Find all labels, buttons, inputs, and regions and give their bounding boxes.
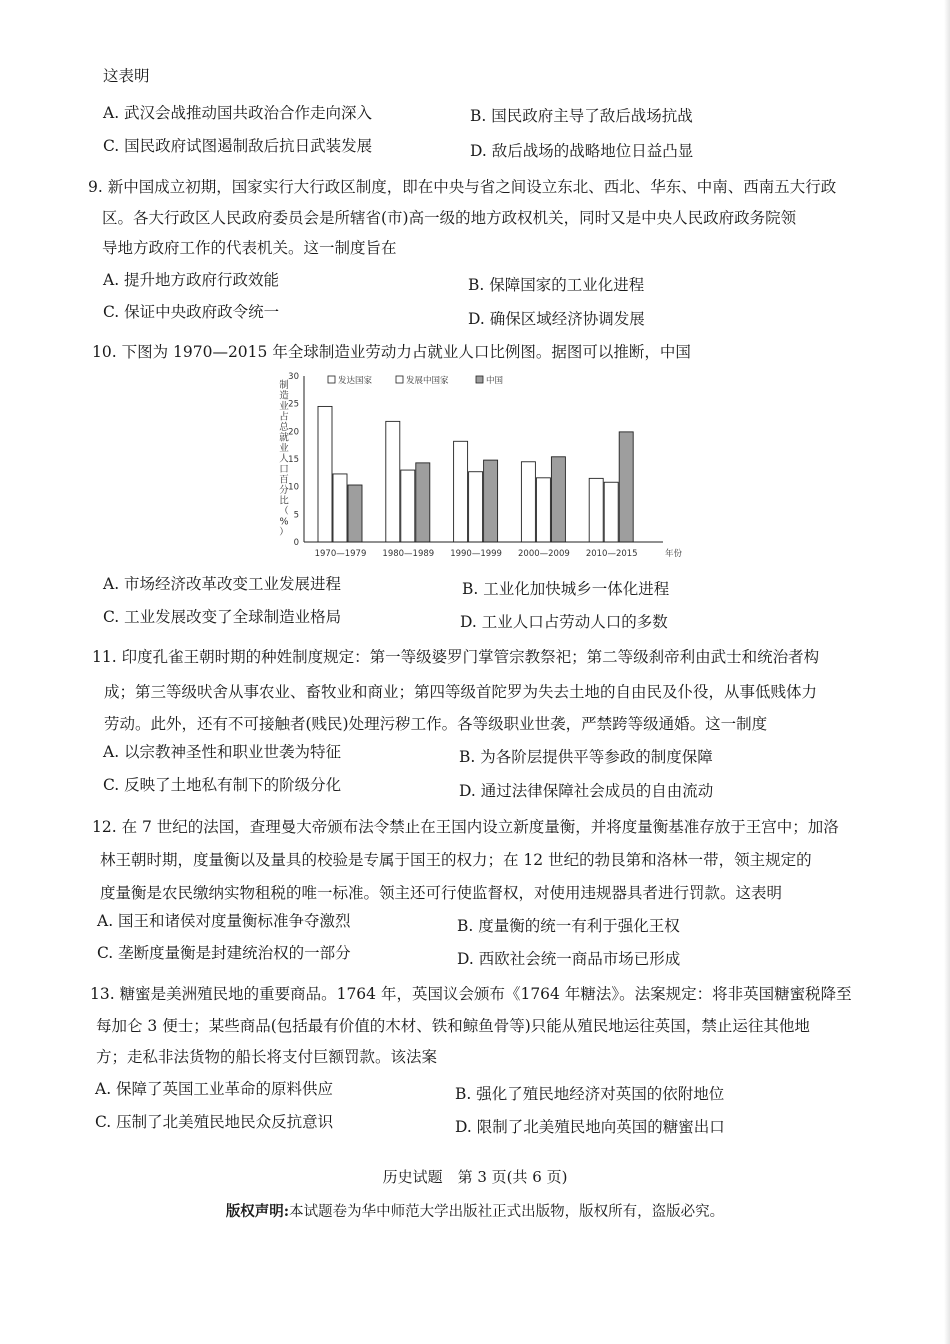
chart-y-label-char: 业 bbox=[279, 443, 289, 454]
legend-swatch bbox=[396, 376, 403, 383]
q10-option-c: C. 工业发展改变了全球制造业格局 bbox=[103, 608, 342, 626]
q10-option-a: A. 市场经济改革改变工业发展进程 bbox=[103, 575, 342, 593]
q9-option-a: A. 提升地方政府行政效能 bbox=[103, 271, 280, 289]
bar-developing bbox=[536, 478, 550, 542]
q13-stem-line: 13. 糖蜜是美洲殖民地的重要商品。1764 年，英国议会颁布《1764 年糖法》。法案规定：将非英国糖蜜税降至 bbox=[90, 985, 852, 1003]
chart-x-axis-label: 年份 bbox=[665, 549, 683, 559]
chart-y-label-char: 就 bbox=[279, 432, 289, 444]
chart-y-label-char: 比 bbox=[279, 495, 289, 507]
copyright-notice bbox=[0, 1200, 950, 1221]
chart-y-label-char: ） bbox=[279, 527, 289, 538]
bar-developed bbox=[454, 441, 468, 542]
q8-option-d: D. 敌后战场的战略地位日益凸显 bbox=[470, 142, 694, 160]
q11-stem-line: 劳动。此外，还有不可接触者(贱民)处理污秽工作。各等级职业世袭，严禁跨等级通婚。这一制度 bbox=[104, 715, 768, 733]
bar-china bbox=[551, 457, 565, 542]
chart-x-tick-label: 1980—1989 bbox=[382, 549, 435, 559]
chart-y-label-char: 造 bbox=[279, 390, 289, 402]
bar-developing bbox=[401, 470, 415, 542]
bar-developed bbox=[589, 478, 603, 542]
bar-developing bbox=[604, 482, 618, 542]
chart-y-label-char: 占 bbox=[279, 411, 289, 423]
q13-option-c: C. 压制了北美殖民地民众反抗意识 bbox=[95, 1113, 334, 1131]
copyright-label: 版权声明: bbox=[225, 1203, 290, 1220]
chart-y-label-char: 分 bbox=[279, 485, 289, 496]
chart-y-tick-label: 10 bbox=[288, 482, 299, 493]
bar-china bbox=[416, 463, 430, 542]
q12-option-d: D. 西欧社会统一商品市场已形成 bbox=[457, 950, 681, 968]
q10-option-b: B. 工业化加快城乡一体化进程 bbox=[462, 580, 670, 598]
chart-y-label-char: 人 bbox=[279, 453, 289, 465]
chart-y-tick-label: 15 bbox=[288, 455, 299, 465]
q13-option-a: A. 保障了英国工业革命的原料供应 bbox=[95, 1080, 334, 1098]
q9-option-b: B. 保障国家的工业化进程 bbox=[468, 276, 645, 294]
chart-x-tick-label: 1970—1979 bbox=[314, 549, 367, 559]
q8-option-a: A. 武汉会战推动国共政治合作走向深入 bbox=[103, 104, 373, 122]
q11-stem-line: 11. 印度孔雀王朝时期的种姓制度规定：第一等级婆罗门掌管宗教祭祀；第二等级刹帝利由武士和统治者构 bbox=[92, 648, 820, 666]
q11-option-c: C. 反映了土地私有制下的阶级分化 bbox=[103, 776, 342, 794]
q12-stem-line: 度量衡是农民缴纳实物租税的唯一标准。领主还可行使监督权，对使用违规器具者进行罚款。这表明 bbox=[100, 884, 783, 902]
bar-developed bbox=[318, 406, 332, 542]
q13-option-d: D. 限制了北美殖民地向英国的糖蜜出口 bbox=[455, 1118, 725, 1136]
q12-option-c: C. 垄断度量衡是封建统治权的一部分 bbox=[97, 944, 351, 962]
manufacturing-labor-bar-chart bbox=[268, 368, 688, 564]
chart-y-tick-label: 20 bbox=[288, 427, 299, 438]
chart-y-label-char: % bbox=[279, 516, 289, 528]
chart-y-label-char: 业 bbox=[279, 401, 289, 412]
chart-y-label-char: 百 bbox=[279, 474, 289, 486]
q11-option-b: B. 为各阶层提供平等参政的制度保障 bbox=[459, 748, 713, 766]
legend-swatch bbox=[476, 376, 483, 383]
chart-y-tick-label: 5 bbox=[293, 510, 299, 521]
bar-china bbox=[484, 460, 498, 542]
bar-developed bbox=[521, 462, 535, 542]
q8-tail: 这表明 bbox=[103, 67, 150, 85]
q13-stem-line: 方；走私非法货物的船长将支付巨额罚款。该法案 bbox=[96, 1048, 438, 1066]
chart-y-label-char: 总 bbox=[279, 422, 289, 433]
chart-bars bbox=[318, 406, 633, 542]
q10-stem: 10. 下图为 1970—2015 年全球制造业劳动力占就业人口比例图。据图可以推断，中国 bbox=[92, 343, 691, 361]
legend-label: 中国 bbox=[486, 376, 504, 386]
chart-legend bbox=[328, 375, 504, 386]
chart-y-ticks bbox=[288, 372, 299, 548]
legend-swatch bbox=[328, 376, 335, 383]
copyright-text: 本试题卷为华中师范大学出版社正式出版物，版权所有，盗版必究。 bbox=[289, 1204, 725, 1220]
page-footer-title: 历史试题 第 3 页(共 6 页) bbox=[382, 1168, 568, 1186]
bar-developed bbox=[386, 421, 400, 542]
q12-option-b: B. 度量衡的统一有利于强化王权 bbox=[457, 917, 680, 935]
bar-china bbox=[619, 432, 633, 542]
q12-stem-line: 12. 在 7 世纪的法国，查理曼大帝颁布法令禁止在王国内设立新度量衡，并将度量衡基准存放于王宫中；加洛 bbox=[92, 818, 839, 836]
chart-y-label-char: （ bbox=[279, 506, 289, 517]
chart-y-tick-label: 25 bbox=[288, 399, 299, 410]
q13-option-b: B. 强化了殖民地经济对英国的依附地位 bbox=[455, 1085, 725, 1103]
chart-x-tick-label: 1990—1999 bbox=[450, 549, 502, 559]
q12-option-a: A. 国王和诸侯对度量衡标准争夺激烈 bbox=[97, 912, 351, 930]
q11-stem-line: 成；第三等级吠舍从事农业、畜牧业和商业；第四等级首陀罗为失去土地的自由民及仆役，从事低贱体力 bbox=[104, 683, 818, 701]
q8-option-b: B. 国民政府主导了敌后战场抗战 bbox=[470, 107, 693, 125]
q9-option-d: D. 确保区域经济协调发展 bbox=[468, 310, 645, 328]
chart-y-label-char: 口 bbox=[279, 464, 289, 475]
q9-stem-line: 导地方政府工作的代表机关。这一制度旨在 bbox=[102, 239, 397, 257]
chart-x-tick-label: 2010—2015 bbox=[585, 549, 638, 559]
q11-option-a: A. 以宗教神圣性和职业世袭为特征 bbox=[103, 743, 342, 761]
q12-stem-line: 林王朝时期，度量衡以及量具的校验是专属于国王的权力；在 12 世纪的勃艮第和洛林一带，领主规定的 bbox=[100, 851, 812, 869]
chart-x-ticks bbox=[315, 548, 683, 559]
bar-china bbox=[348, 485, 362, 542]
chart-x-tick-label: 2000—2009 bbox=[518, 549, 570, 559]
q8-option-c: C. 国民政府试图遏制敌后抗日武装发展 bbox=[103, 137, 373, 155]
q9-option-c: C. 保证中央政府政令统一 bbox=[103, 303, 280, 321]
legend-label: 发展中国家 bbox=[406, 376, 449, 386]
scan-edge-shadow bbox=[944, 0, 950, 1344]
q13-stem-line: 每加仑 3 便士；某些商品(包括最有价值的木材、铁和鲸鱼骨等)只能从殖民地运往英国，禁止运往其他地 bbox=[96, 1017, 810, 1035]
q9-stem-line: 区。各大行政区人民政府委员会是所辖省(市)高一级的地方政权机关，同时又是中央人民政府政务院领 bbox=[102, 209, 797, 227]
legend-label: 发达国家 bbox=[338, 376, 373, 386]
q11-option-d: D. 通过法律保障社会成员的自由流动 bbox=[459, 782, 714, 800]
q10-option-d: D. 工业人口占劳动人口的多数 bbox=[460, 613, 668, 631]
q9-stem-line: 9. 新中国成立初期，国家实行大行政区制度，即在中央与省之间设立东北、西北、华东、中南、西南五大行政 bbox=[88, 178, 837, 196]
bar-developing bbox=[333, 474, 347, 542]
chart-y-tick-label: 30 bbox=[288, 372, 299, 382]
chart-y-tick-label: 0 bbox=[293, 538, 299, 548]
bar-developing bbox=[469, 472, 483, 542]
chart-y-label-char: 制 bbox=[279, 380, 289, 391]
